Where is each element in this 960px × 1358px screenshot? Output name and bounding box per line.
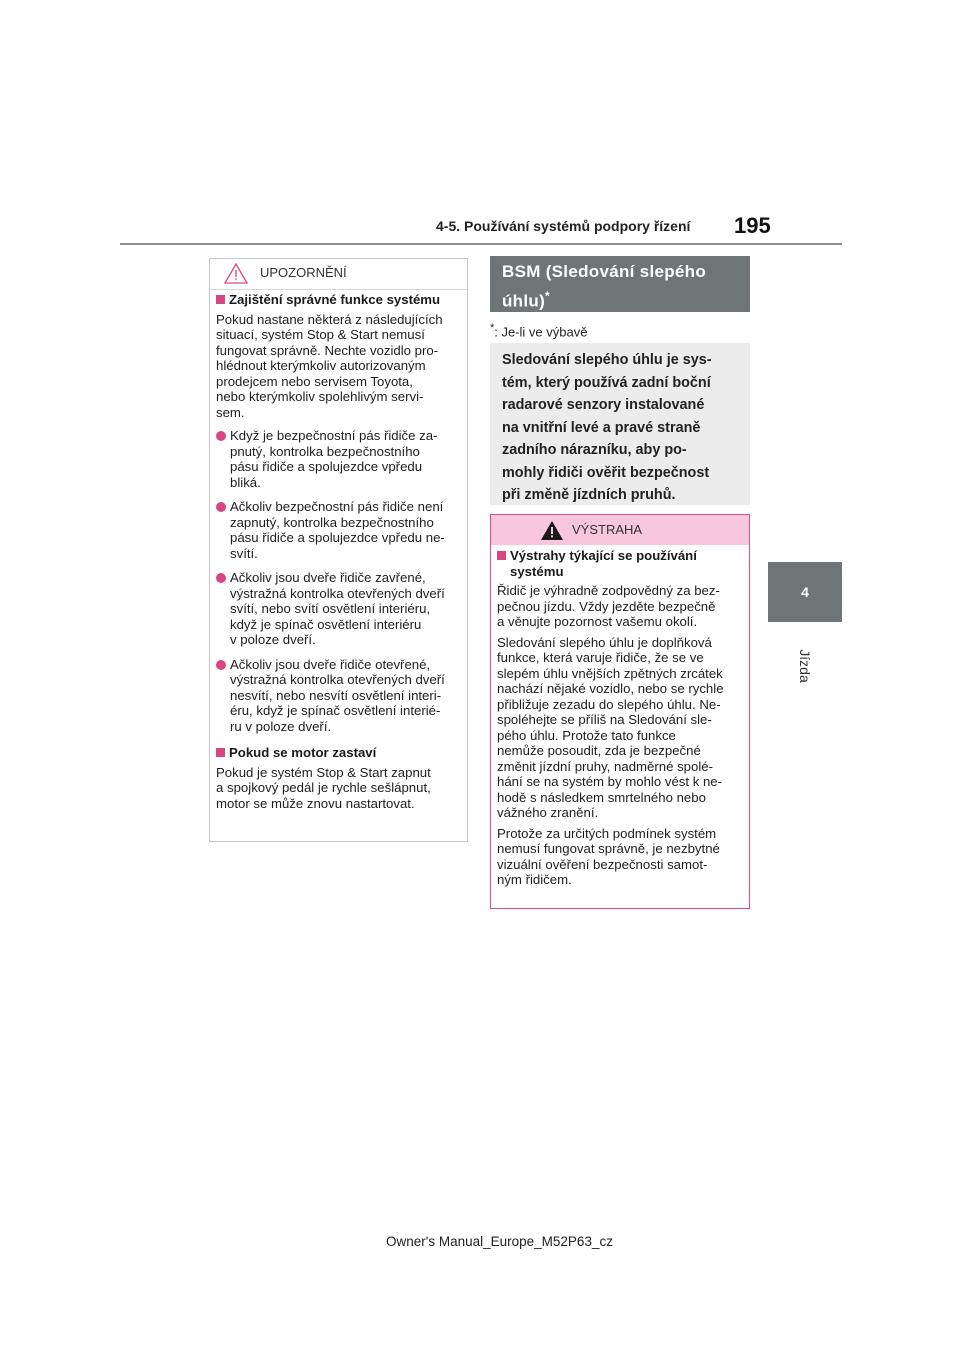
chapter-name: Jízda	[797, 649, 813, 683]
caution-box	[209, 258, 468, 842]
round-bullet-icon	[216, 431, 226, 441]
warning-content	[497, 548, 747, 888]
warning-heading: Výstrahy týkající se používání systému	[497, 548, 747, 579]
warning-paragraph-3: Protože za určitých podmínek systém nemusí fungovat správně, je nezbytné vizuální ověření bezpečnosti samot- ným řidičem.	[497, 825, 720, 887]
caution-content	[216, 292, 466, 811]
caution-heading-1: Zajištění správné funkce systému	[216, 292, 466, 308]
caution-header	[210, 259, 467, 289]
warning-title: VÝSTRAHA	[572, 522, 643, 537]
caution-bullet-2: Ačkoliv bezpečnostní pás řidiče není zapnutý, kontrolka bezpečnostního pásu řidiče a spolujezdce vpředu ne- svítí.	[216, 499, 466, 561]
caution-heading-2: Pokud se motor zastaví	[216, 745, 466, 761]
chapter-number: 4	[801, 584, 809, 600]
chapter-tab	[768, 562, 842, 622]
bsm-intro-text: Sledování slepého úhlu je sys- tém, který používá zadní boční radarové senzory instalované na vnitřní levé a pravé straně zadního nárazníku, aby po- mohly řidiči ověřit bezpečnost při změně jízdních pruhů.	[502, 352, 712, 503]
square-bullet-icon	[497, 551, 506, 560]
page-number: 195	[734, 213, 771, 238]
round-bullet-icon	[216, 573, 226, 583]
caution-title: UPOZORNĚNÍ	[260, 265, 347, 280]
warning-triangle-icon	[540, 520, 564, 541]
round-bullet-icon	[216, 502, 226, 512]
square-bullet-icon	[216, 295, 225, 304]
equipment-footnote: *: Je-li ve výbavě	[490, 322, 588, 340]
caution-paragraph-1: Pokud nastane některá z následujících situací, systém Stop & Start nemusí fungovat správně. Nechte vozidlo pro- hlédnout kterýmkoliv autorizovaným prodejcem nebo servisem Toyota, nebo kterýmkoliv spolehlivým servi- sem.	[216, 311, 443, 420]
caution-paragraph-2: Pokud je systém Stop & Start zapnut a spojkový pedál je rychle sešlápnut, motor se může znovu nastartovat.	[216, 764, 431, 811]
warning-box	[490, 514, 750, 909]
caution-divider	[210, 289, 467, 290]
bsm-intro-box	[490, 343, 750, 505]
caution-bullet-3: Ačkoliv jsou dveře řidiče zavřené, výstražná kontrolka otevřených dveří svítí, nebo svítí osvětlení interiéru, když je spínač osvětlení interiéru v poloze dveří.	[216, 570, 466, 648]
chapter-name-vertical	[785, 636, 825, 696]
warning-paragraph-1: Řidič je výhradně zodpovědný za bez- pečnou jízdu. Vždy jezděte bezpečně a věnujte pozornost vašemu okolí.	[497, 583, 720, 629]
warning-paragraph-2: Sledování slepého úhlu je doplňková funkce, která varuje řidiče, že se ve slepém úhlu vnějších zpětných zrcátek nachází nějaké vozidlo, nebo se rychle přibližuje zezadu do slepého úhlu. Ne- spoléhejte se příliš na Sledování sle- pého úhlu. Protože tato funkce nemůže posoudit, zda je bezpečné změnit jízdní pruhy, nadměrné spolé- hání se na systém by mohlo vést k ne- hodě s následkem smrtelného nebo vážného zranění.	[497, 634, 724, 820]
bsm-section-title: BSM (Sledování slepého úhlu)*	[490, 256, 750, 312]
warning-header	[491, 515, 749, 545]
section-title: 4-5. Používání systémů podpory řízení	[436, 218, 691, 234]
header-divider	[120, 243, 842, 245]
caution-triangle-icon	[224, 263, 248, 284]
round-bullet-icon	[216, 660, 226, 670]
caution-bullet-1: Když je bezpečnostní pás řidiče za- pnutý, kontrolka bezpečnostního pásu řidiče a spolujezdce vpředu bliká.	[216, 428, 466, 490]
square-bullet-icon	[216, 748, 225, 757]
caution-bullet-4: Ačkoliv jsou dveře řidiče otevřené, výstražná kontrolka otevřených dveří nesvítí, nebo nesvítí osvětlení interi- éru, když je spínač osvětlení interié- ru v poloze dveří.	[216, 657, 466, 735]
footer-manual-id: Owner's Manual_Europe_M52P63_cz	[386, 1234, 613, 1249]
